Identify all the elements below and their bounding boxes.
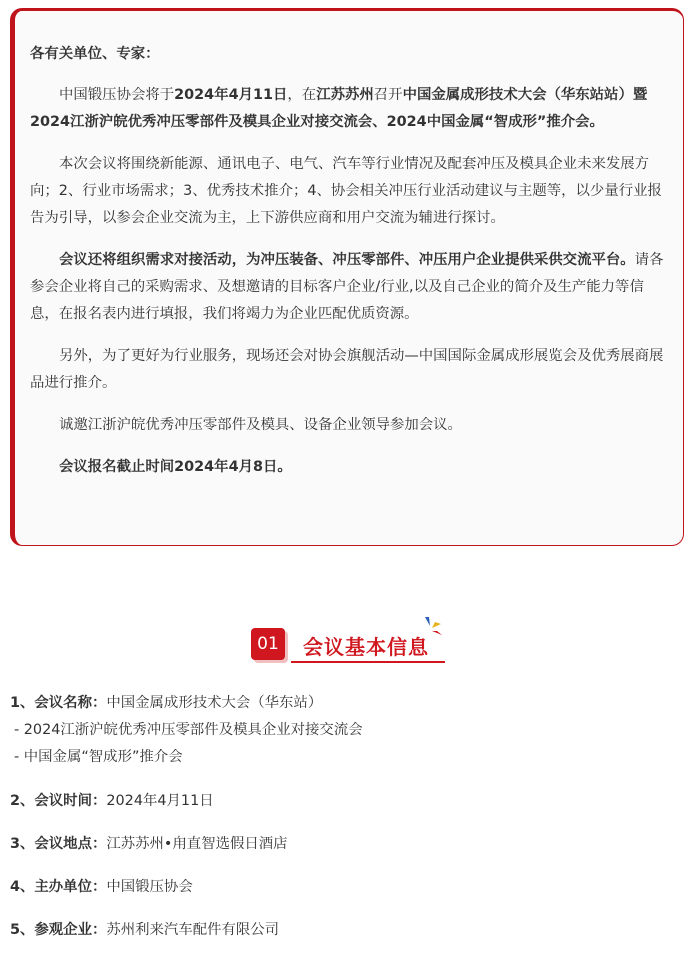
info-name-sub1: - 2024江浙沪皖优秀冲压零部件及模具企业对接交流会 xyxy=(14,722,363,738)
paragraph-1-segment: ，在 xyxy=(287,87,317,103)
paragraph-3-rest: 请各参会企业将自己的采购需求、及想邀请的目标客户企业/行业,以及自己企业的简介及生产能力等信息，在报名表内进行填报，我们将竭力为企业匹配优质资源。 xyxy=(30,252,664,322)
section-number-badge: 01 xyxy=(251,628,285,660)
info-visit-value: 苏州利来汽车配件有限公司 xyxy=(106,922,280,938)
paragraph-1 xyxy=(30,82,667,136)
greeting: 各有关单位、专家： xyxy=(30,46,160,62)
info-visit-label: 5、参观企业： xyxy=(10,922,107,938)
info-list xyxy=(10,690,680,944)
info-name-label: 1、会议名称： xyxy=(10,695,107,711)
info-name-value: 中国金属成形技术大会（华东站） xyxy=(106,695,323,711)
paragraph-5: 诚邀江浙沪皖优秀冲压零部件及模具、设备企业领导参加会议。 xyxy=(59,417,462,433)
paragraph-1-segment: 2024年4月11日 xyxy=(174,87,288,103)
info-place xyxy=(10,831,680,858)
info-place-label: 3、会议地点： xyxy=(10,836,107,852)
info-place-value: 江苏苏州•甪直智选假日酒店 xyxy=(106,836,288,852)
info-time xyxy=(10,788,680,815)
paragraph-3-bold: 会议还将组织需求对接活动，为冲压装备、冲压零部件、冲压用户企业提供采供交流平台。 xyxy=(59,252,635,268)
section-header xyxy=(251,617,447,667)
section-underline xyxy=(291,661,445,663)
info-name-sub2: - 中国金属“智成形”推介会 xyxy=(14,749,183,765)
paragraph-1-segment: 江苏苏州 xyxy=(316,87,374,103)
info-time-value: 2024年4月11日 xyxy=(106,793,214,809)
paragraph-2: 本次会议将围绕新能源、通讯电子、电气、汽车等行业情况及配套冲压及模具企业未来发展方向；2、行业市场需求；3、优秀技术推介；4、协会相关冲压行业活动建议与主题等，以少量行业报告为引导，以参会企业交流为主，上下游供应商和用户交流为辅进行探讨。 xyxy=(30,156,662,226)
paragraph-3 xyxy=(30,247,667,328)
paragraph-1-segment: 中国金属成形技术大会（华东站站）暨2024江浙沪皖优秀冲压零部件及模具企业对接交流会、2024中国金属“智成形”推介会。 xyxy=(30,87,648,130)
paragraph-4: 另外，为了更好为行业服务，现场还会对协会旗舰活动—中国国际金属成形展览会及优秀展商展品进行推介。 xyxy=(30,348,664,391)
notice-box xyxy=(10,8,684,546)
decor-sparkle-icon xyxy=(423,617,443,639)
paragraph-6 xyxy=(30,454,667,481)
info-name xyxy=(10,690,680,717)
section-title: 会议基本信息 xyxy=(303,635,429,659)
info-host-label: 4、主办单位： xyxy=(10,879,107,895)
info-host xyxy=(10,874,680,901)
info-host-value: 中国锻压协会 xyxy=(106,879,193,895)
paragraph-1-segment: 召开 xyxy=(373,87,403,103)
info-time-label: 2、会议时间： xyxy=(10,793,107,809)
paragraph-1-segment: 中国锻压协会将于 xyxy=(59,87,175,103)
info-visit xyxy=(10,917,680,944)
deadline-text: 会议报名截止时间2024年4月8日。 xyxy=(59,459,292,475)
